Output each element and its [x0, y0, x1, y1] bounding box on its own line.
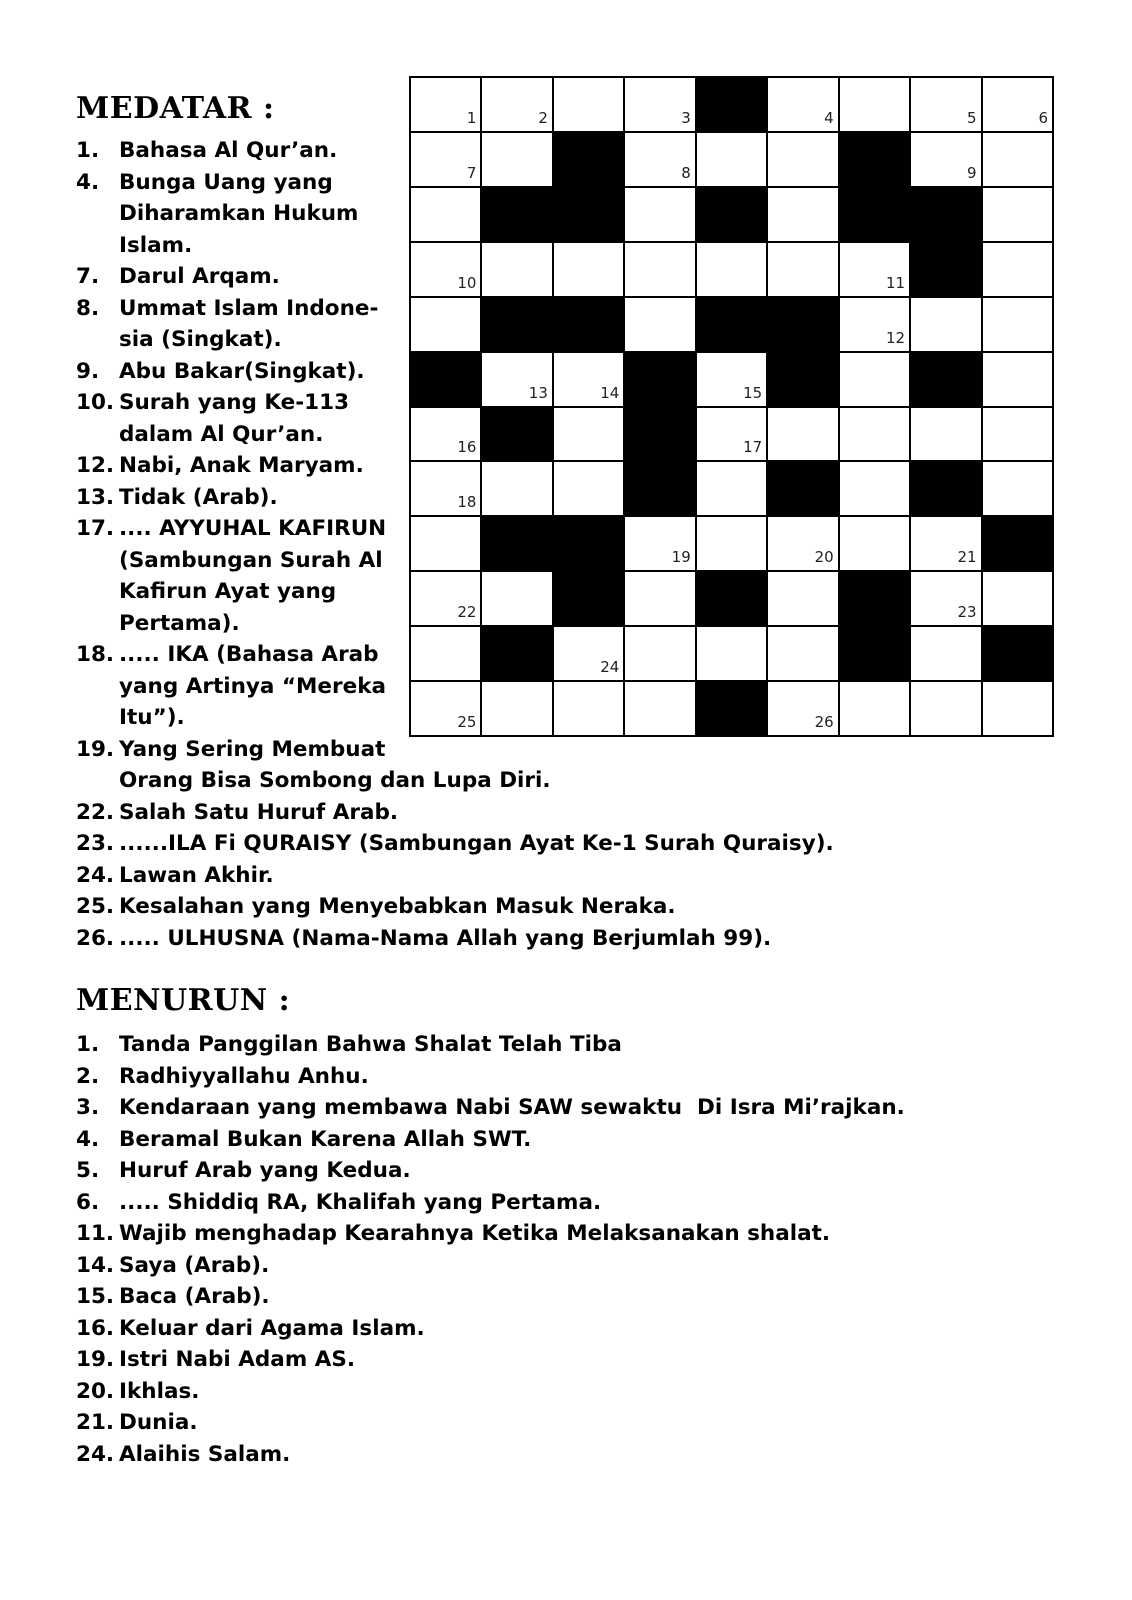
white-cell: [840, 353, 909, 406]
clue-text: [119, 1344, 355, 1376]
cell-number: 24: [600, 658, 620, 677]
down-clue: [76, 1376, 905, 1408]
clue-line: Tidak (Arab).: [119, 484, 278, 510]
clue-number: 8.: [76, 295, 100, 321]
white-cell: [768, 133, 837, 186]
clue-number: 19.: [76, 1347, 115, 1372]
white-cell: [840, 298, 909, 351]
white-cell: [840, 517, 909, 570]
cell-number: 3: [681, 108, 691, 127]
white-cell: [625, 243, 694, 296]
clue-line: Yang Sering Membuat: [119, 736, 386, 762]
white-cell: [482, 462, 551, 515]
white-cell: [625, 188, 694, 241]
clue-text: [119, 135, 337, 167]
white-cell: [840, 408, 909, 461]
black-cell: [554, 188, 623, 241]
clue-line: Abu Bakar(Singkat).: [119, 358, 365, 384]
down-clue: [76, 1313, 905, 1345]
black-cell: [697, 572, 766, 625]
clue-line: ..... IKA (Bahasa Arab: [119, 642, 379, 667]
white-cell: [768, 682, 837, 735]
down-clue: [76, 1187, 905, 1219]
clue-line: Bahasa Al Qur’an.: [119, 138, 338, 163]
clue-text: [119, 828, 834, 860]
across-clue: [76, 860, 834, 892]
white-cell: [625, 133, 694, 186]
down-clue: [76, 1439, 905, 1471]
white-cell: [411, 133, 480, 186]
clue-line: Itu”).: [119, 705, 185, 730]
clue-line: (Sambungan Surah Al: [119, 547, 383, 573]
clue-line: Islam.: [119, 232, 193, 258]
cell-number: 4: [824, 108, 834, 127]
white-cell: [983, 298, 1052, 351]
across-heading: MEDATAR :: [76, 91, 275, 126]
clue-line: Ikhlas.: [119, 1378, 200, 1404]
clue-line: Tanda Panggilan Bahwa Shalat Telah Tiba: [119, 1032, 622, 1057]
clue-line: yang Artinya “Mereka: [119, 673, 387, 699]
down-clue: [76, 1250, 905, 1282]
across-clue: [76, 923, 834, 955]
clue-line: Beramal Bukan Karena Allah SWT.: [119, 1126, 532, 1152]
black-cell: [911, 188, 980, 241]
crossword-grid: [409, 76, 1054, 737]
cell-number: 13: [528, 383, 548, 402]
white-cell: [697, 627, 766, 680]
white-cell: [411, 243, 480, 296]
black-cell: [697, 188, 766, 241]
white-cell: [768, 572, 837, 625]
clue-text: [119, 923, 771, 955]
down-clue: [76, 1124, 905, 1156]
white-cell: [983, 682, 1052, 735]
clue-line: ......ILA Fi QURAISY (Sambungan Ayat Ke-1 Surah Quraisy).: [119, 831, 834, 856]
white-cell: [411, 572, 480, 625]
clue-text: [119, 639, 386, 734]
white-cell: [911, 572, 980, 625]
white-cell: [482, 353, 551, 406]
clue-line: Lawan Akhir.: [119, 862, 274, 888]
clue-line: Orang Bisa Sombong dan Lupa Diri.: [119, 768, 551, 793]
black-cell: [554, 517, 623, 570]
cell-number: 7: [466, 163, 477, 182]
white-cell: [911, 517, 980, 570]
clue-line: Kendaraan yang membawa Nabi SAW sewaktu Di Isra Mi’rajkan.: [119, 1095, 905, 1120]
clue-number: 12.: [76, 453, 115, 478]
white-cell: [983, 572, 1052, 625]
clue-text: [119, 261, 280, 293]
across-clue: [76, 797, 834, 829]
black-cell: [911, 353, 980, 406]
black-cell: [482, 298, 551, 351]
clue-line: Saya (Arab).: [119, 1252, 270, 1278]
white-cell: [625, 298, 694, 351]
clue-text: [119, 1439, 290, 1471]
clue-number: 21.: [76, 1410, 115, 1435]
clue-line: ..... ULHUSNA (Nama-Nama Allah yang Berjumlah 99).: [119, 925, 772, 951]
white-cell: [840, 682, 909, 735]
clue-line: Kesalahan yang Menyebabkan Masuk Neraka.: [119, 894, 676, 919]
black-cell: [768, 353, 837, 406]
clue-line: Darul Arqam.: [119, 264, 280, 289]
clue-number: 4.: [76, 1126, 100, 1152]
clue-number: 7.: [76, 264, 100, 289]
white-cell: [625, 517, 694, 570]
clue-text: [119, 293, 378, 356]
cell-number: 17: [743, 438, 763, 457]
down-clue-list: [76, 1029, 905, 1470]
clue-text: [119, 356, 365, 388]
black-cell: [840, 572, 909, 625]
black-cell: [697, 298, 766, 351]
white-cell: [411, 408, 480, 461]
white-cell: [768, 627, 837, 680]
cell-number: 20: [814, 548, 834, 567]
white-cell: [911, 408, 980, 461]
cell-number: 18: [457, 493, 477, 512]
cell-number: 2: [538, 108, 548, 127]
down-clue: [76, 1029, 905, 1061]
white-cell: [840, 78, 909, 131]
white-cell: [768, 243, 837, 296]
clue-number: 13.: [76, 484, 115, 510]
clue-number: 2.: [76, 1063, 100, 1089]
white-cell: [411, 517, 480, 570]
clue-text: [119, 1313, 425, 1345]
white-cell: [625, 572, 694, 625]
down-clue: [76, 1218, 905, 1250]
clue-text: [119, 891, 676, 923]
cell-number: 6: [1038, 108, 1048, 127]
white-cell: [768, 78, 837, 131]
clue-number: 9.: [76, 358, 100, 384]
clue-number: 4.: [76, 169, 100, 195]
clue-text: [119, 1029, 622, 1061]
white-cell: [911, 627, 980, 680]
clue-number: 1.: [76, 1032, 100, 1057]
white-cell: [983, 78, 1052, 131]
clue-number: 1.: [76, 138, 100, 163]
black-cell: [482, 627, 551, 680]
clue-line: Salah Satu Huruf Arab.: [119, 799, 399, 825]
cell-number: 22: [457, 603, 477, 622]
clue-text: [119, 1250, 269, 1282]
clue-line: Radhiyyallahu Anhu.: [119, 1063, 369, 1089]
white-cell: [840, 462, 909, 515]
cell-number: 15: [743, 383, 763, 402]
clue-number: 16.: [76, 1315, 115, 1341]
clue-text: [119, 1218, 830, 1250]
clue-text: [119, 450, 364, 482]
clue-line: sia (Singkat).: [119, 327, 282, 352]
white-cell: [911, 298, 980, 351]
cell-number: 21: [957, 548, 977, 567]
white-cell: [911, 682, 980, 735]
clue-text: [119, 1187, 601, 1219]
clue-line: Ummat Islam Indone-: [119, 295, 379, 321]
clue-line: Baca (Arab).: [119, 1284, 270, 1309]
clue-line: .... AYYUHAL KAFIRUN: [119, 516, 387, 541]
clue-line: Wajib menghadap Kearahnya Ketika Melaksanakan shalat.: [119, 1221, 831, 1246]
black-cell: [625, 353, 694, 406]
clue-number: 18.: [76, 642, 115, 667]
clue-text: [119, 1281, 270, 1313]
clue-number: 6.: [76, 1189, 100, 1215]
white-cell: [983, 243, 1052, 296]
clue-text: [119, 1407, 198, 1439]
white-cell: [482, 572, 551, 625]
white-cell: [625, 682, 694, 735]
clue-number: 10.: [76, 390, 115, 415]
clue-number: 5.: [76, 1158, 100, 1183]
cell-number: 14: [600, 383, 620, 402]
clue-number: 25.: [76, 894, 115, 919]
white-cell: [411, 78, 480, 131]
white-cell: [911, 133, 980, 186]
white-cell: [983, 353, 1052, 406]
clue-text: [119, 797, 398, 829]
white-cell: [697, 408, 766, 461]
white-cell: [983, 462, 1052, 515]
black-cell: [411, 353, 480, 406]
clue-text: [119, 1124, 531, 1156]
black-cell: [482, 408, 551, 461]
white-cell: [482, 133, 551, 186]
black-cell: [697, 78, 766, 131]
clue-number: 23.: [76, 831, 115, 856]
black-cell: [554, 298, 623, 351]
black-cell: [554, 133, 623, 186]
white-cell: [411, 298, 480, 351]
white-cell: [983, 408, 1052, 461]
black-cell: [983, 517, 1052, 570]
clue-text: [119, 1376, 199, 1408]
down-clue: [76, 1344, 905, 1376]
cell-number: 12: [886, 328, 906, 347]
clue-number: 17.: [76, 516, 115, 541]
black-cell: [768, 462, 837, 515]
clue-number: 19.: [76, 736, 115, 762]
white-cell: [554, 353, 623, 406]
black-cell: [911, 243, 980, 296]
clue-line: Alaihis Salam.: [119, 1441, 291, 1467]
black-cell: [625, 462, 694, 515]
cell-number: 16: [457, 438, 477, 457]
white-cell: [768, 517, 837, 570]
clue-number: 26.: [76, 925, 115, 951]
clue-text: [119, 513, 386, 639]
white-cell: [625, 627, 694, 680]
clue-number: 3.: [76, 1095, 100, 1120]
black-cell: [840, 188, 909, 241]
white-cell: [697, 462, 766, 515]
clue-text: [119, 482, 278, 514]
white-cell: [482, 682, 551, 735]
clue-line: Dunia.: [119, 1410, 198, 1435]
down-clue: [76, 1155, 905, 1187]
white-cell: [411, 188, 480, 241]
down-clue: [76, 1092, 905, 1124]
clue-line: Huruf Arab yang Kedua.: [119, 1158, 411, 1183]
white-cell: [697, 133, 766, 186]
white-cell: [411, 462, 480, 515]
clue-number: 11.: [76, 1221, 115, 1246]
down-clue: [76, 1061, 905, 1093]
clue-text: [119, 860, 274, 892]
clue-line: Keluar dari Agama Islam.: [119, 1315, 425, 1341]
cell-number: 23: [957, 603, 977, 622]
white-cell: [411, 627, 480, 680]
black-cell: [840, 133, 909, 186]
white-cell: [697, 517, 766, 570]
clue-line: ..... Shiddiq RA, Khalifah yang Pertama.: [119, 1189, 602, 1215]
white-cell: [697, 353, 766, 406]
white-cell: [768, 188, 837, 241]
white-cell: [482, 78, 551, 131]
across-clue: [76, 891, 834, 923]
black-cell: [554, 572, 623, 625]
black-cell: [911, 462, 980, 515]
clue-number: 24.: [76, 862, 115, 888]
white-cell: [554, 408, 623, 461]
white-cell: [911, 78, 980, 131]
white-cell: [554, 682, 623, 735]
clue-number: 14.: [76, 1252, 115, 1278]
cell-number: 9: [967, 163, 977, 182]
cell-number: 19: [671, 548, 691, 567]
across-clue: [76, 734, 834, 797]
black-cell: [697, 682, 766, 735]
white-cell: [482, 243, 551, 296]
white-cell: [554, 78, 623, 131]
white-cell: [554, 627, 623, 680]
cell-number: 10: [457, 273, 477, 292]
white-cell: [983, 133, 1052, 186]
cell-number: 5: [967, 108, 977, 127]
clue-line: Kafirun Ayat yang: [119, 579, 337, 604]
black-cell: [482, 517, 551, 570]
white-cell: [983, 188, 1052, 241]
cell-number: 1: [466, 108, 477, 127]
black-cell: [625, 408, 694, 461]
white-cell: [554, 243, 623, 296]
down-clue: [76, 1281, 905, 1313]
down-heading: MENURUN :: [76, 983, 291, 1018]
clue-line: Bunga Uang yang: [119, 169, 333, 195]
across-clue: [76, 828, 834, 860]
clue-number: 15.: [76, 1284, 115, 1309]
clue-line: Surah yang Ke-113: [119, 390, 350, 415]
clue-text: [119, 387, 349, 450]
clue-text: [119, 167, 358, 262]
cell-number: 8: [681, 163, 691, 182]
black-cell: [768, 298, 837, 351]
white-cell: [697, 243, 766, 296]
black-cell: [983, 627, 1052, 680]
clue-line: Istri Nabi Adam AS.: [119, 1347, 355, 1372]
clue-text: [119, 1155, 411, 1187]
white-cell: [625, 78, 694, 131]
black-cell: [840, 627, 909, 680]
cell-number: 11: [886, 273, 906, 292]
clue-text: [119, 734, 551, 797]
white-cell: [840, 243, 909, 296]
clue-line: dalam Al Qur’an.: [119, 421, 324, 447]
clue-text: [119, 1061, 369, 1093]
down-clue: [76, 1407, 905, 1439]
clue-number: 22.: [76, 799, 115, 825]
clue-text: [119, 1092, 905, 1124]
white-cell: [768, 408, 837, 461]
white-cell: [411, 682, 480, 735]
clue-line: Pertama).: [119, 610, 240, 636]
clue-line: Diharamkan Hukum: [119, 201, 359, 226]
clue-number: 20.: [76, 1378, 115, 1404]
cell-number: 26: [814, 713, 834, 731]
white-cell: [554, 462, 623, 515]
clue-number: 24.: [76, 1441, 115, 1467]
cell-number: 25: [457, 713, 477, 731]
clue-line: Nabi, Anak Maryam.: [119, 453, 364, 478]
black-cell: [482, 188, 551, 241]
